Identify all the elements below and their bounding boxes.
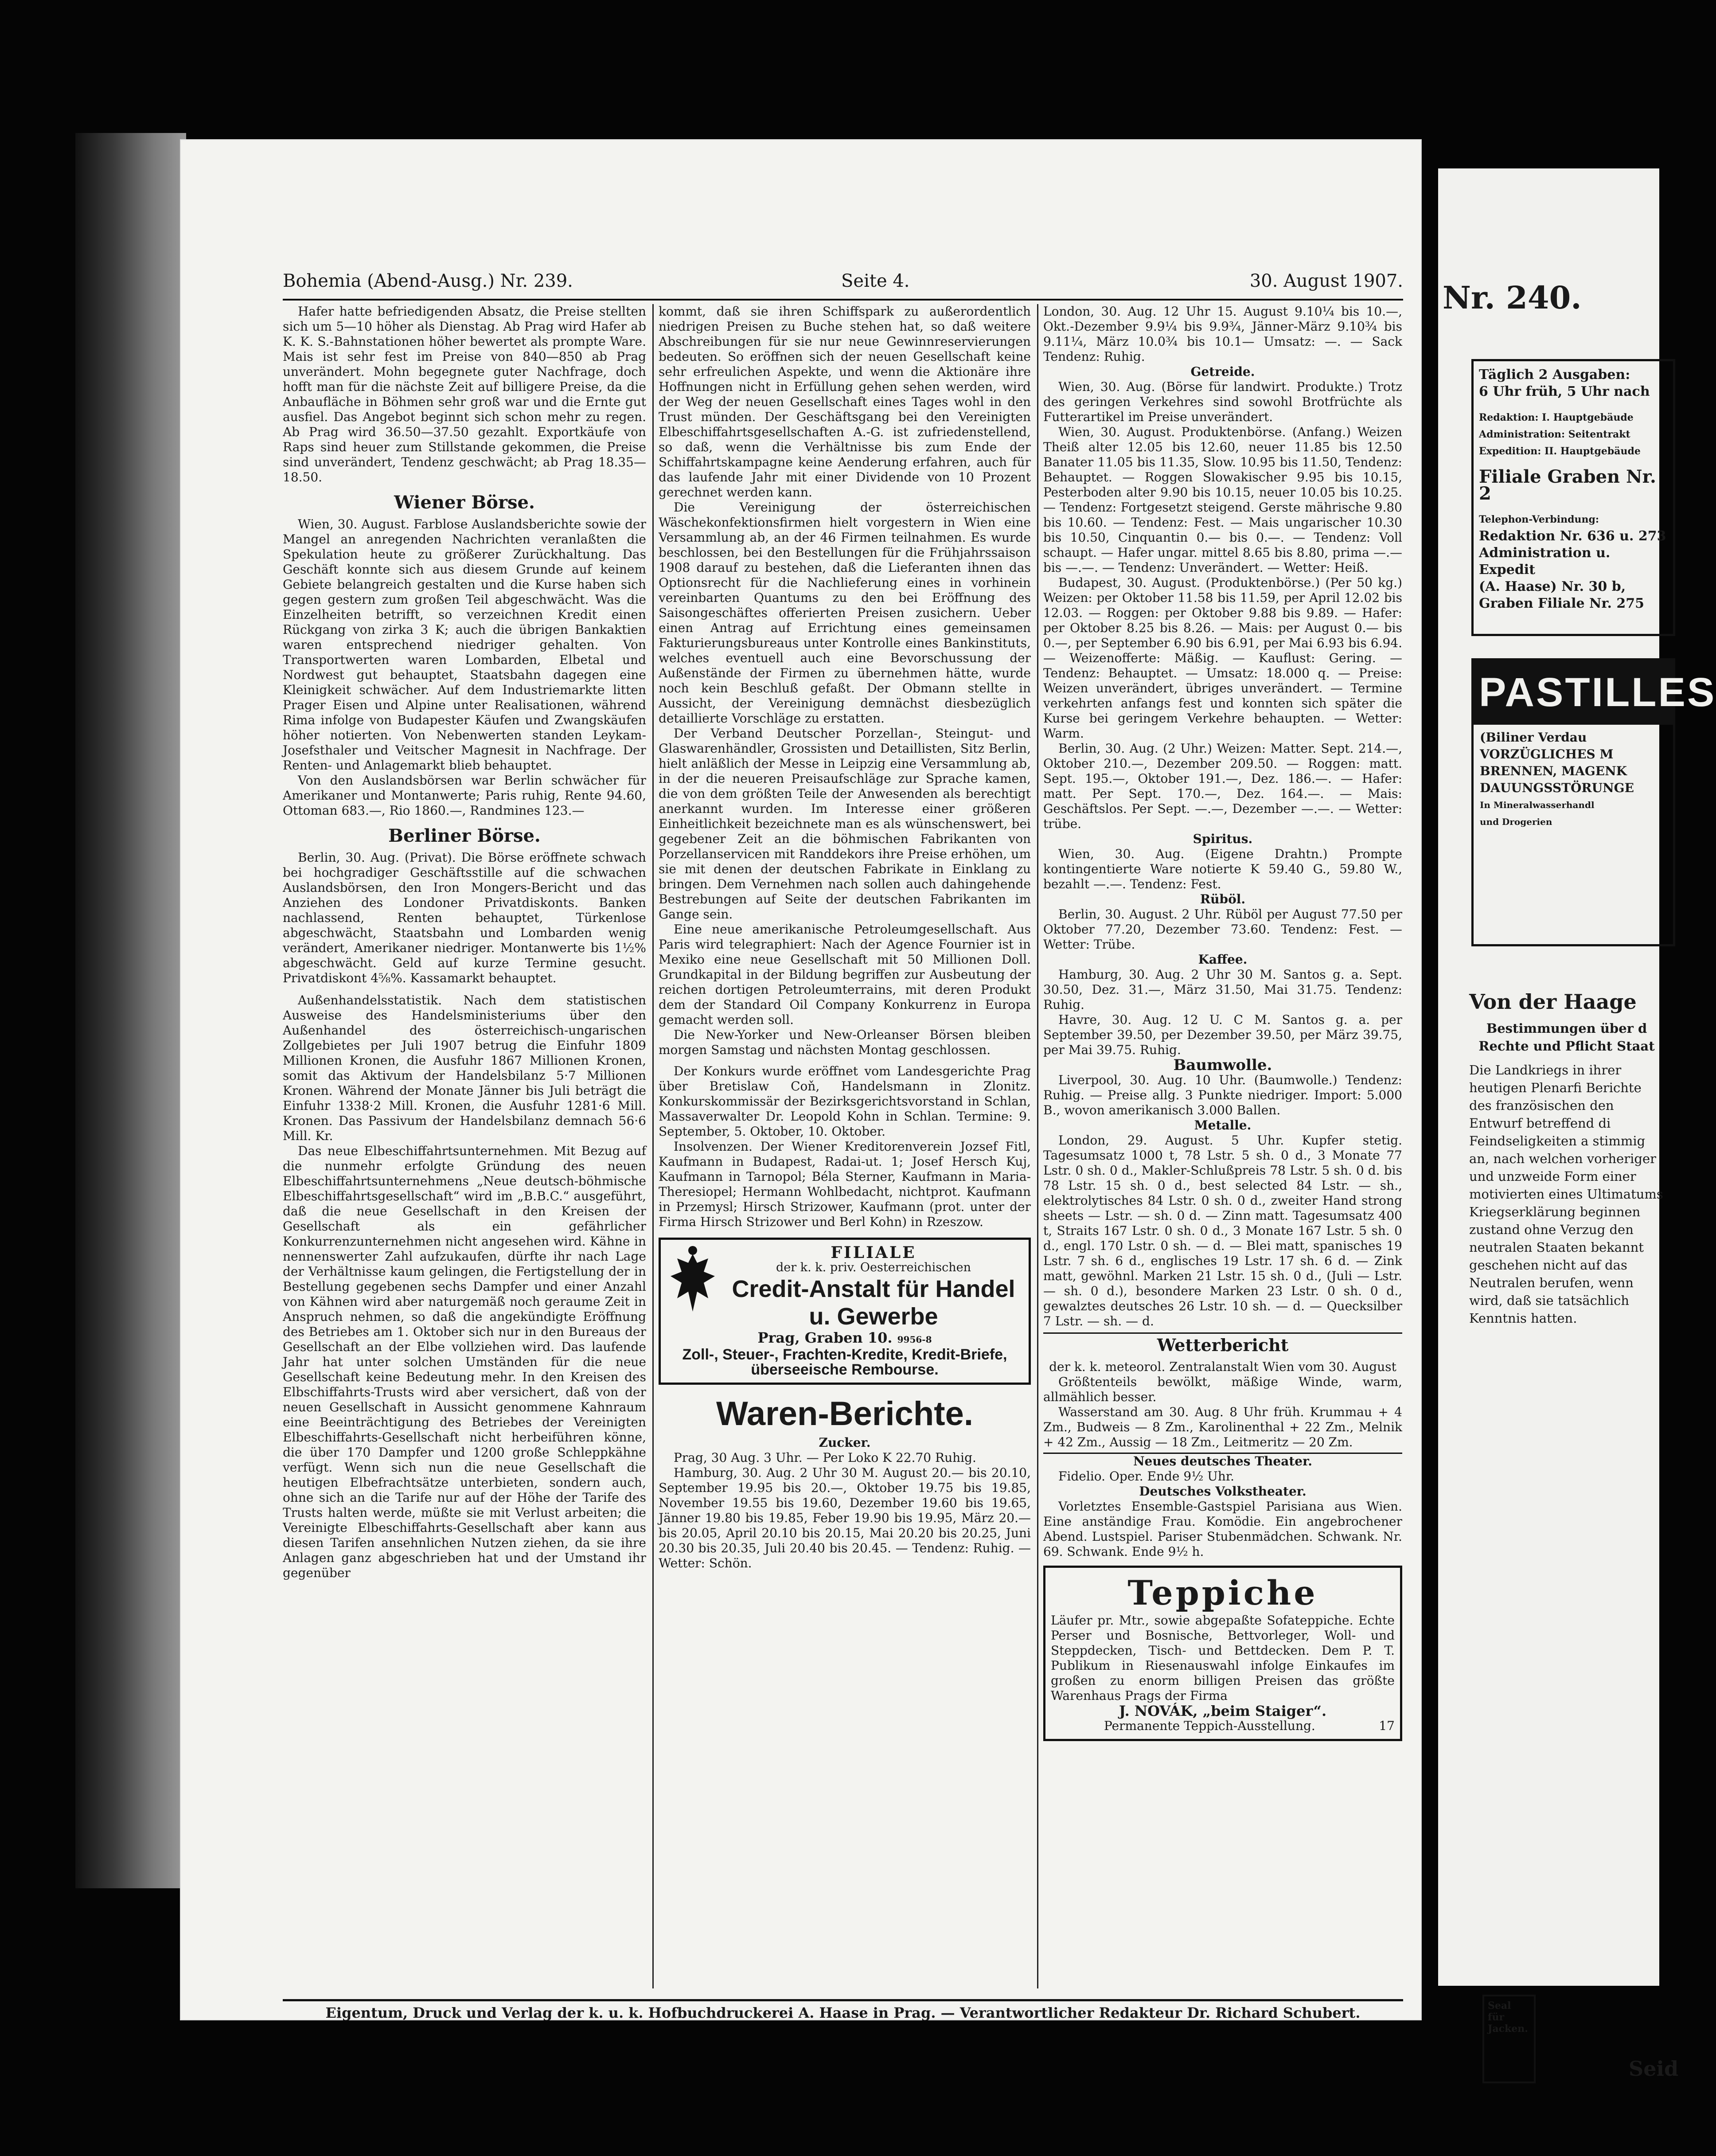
- teppiche-firm: J. NOVÁK, „beim Staiger“.: [1119, 1703, 1327, 1719]
- haager-text: Die Landkriegs in ihrer heutigen Plenarfi Berichte des französischen den Entwurf betreffend di Feindseligkeiten a stimmig an, nach welchen vorheriger und unzweide Form einer motivierten eines Ultimatums Kriegserklärung beginnen zustand ohne Verzug den neutralen Staaten bekannt geschehen nicht auf das Neutralen berufen, wenn wird, daß sie tatsächlich Kenntnis hatten.: [1469, 1062, 1663, 1326]
- rueboel-berlin: Berlin, 30. August. 2 Uhr. Rüböl per August 77.50 per Oktober 77.20, Dezember 73.60. Tendenz: Fest. — Wetter: Trübe.: [1043, 907, 1402, 952]
- info-line: (A. Haase) Nr. 30 b,: [1479, 579, 1626, 594]
- petroleum-paragraph: Eine neue amerikanische Petroleumgesellschaft. Aus Paris wird telegraphiert: Nach der Agence Fournier ist in Mexiko eine neue Gesellschaft mit 50 Millionen Doll. Grundkapital in der Bildung begriffen zur Ausbeutung der reichen dortigen Petroleumterrains, mit deren Produkt dem der Standard Oil Company Konkurrenz in Europa gemacht werden soll.: [659, 922, 1031, 1027]
- kaffee-havre: Havre, 30. Aug. 12 U. C M. Santos g. a. per September 39.50, per Dezember 39.50, per März 39.75, per Mai 39.75. Ruhig.: [1043, 1012, 1402, 1057]
- theater-text-1: Fidelio. Oper. Ende 9½ Uhr.: [1058, 1469, 1235, 1484]
- teppiche-perm: Permanente Teppich-Ausstellung.: [1104, 1719, 1315, 1733]
- info-line: Telephon-Verbindung:: [1479, 514, 1599, 525]
- next-issue-number: Nr. 240.: [1443, 279, 1582, 316]
- metalle-heading: Metalle.: [1194, 1118, 1252, 1133]
- spiritus-wien: Wien, 30. Aug. (Eigene Drahtn.) Prompte kontingentierte Ware notierte K 59.40 G., 59.80 W., bezahlt —.—. Tendenz: Fest.: [1043, 847, 1402, 891]
- column-3: [1043, 304, 1402, 1993]
- eagle-crest-icon: [666, 1245, 719, 1320]
- rueboel-heading: Rüböl.: [1200, 892, 1246, 906]
- info-line: Redaktion: I. Hauptgebäude: [1479, 412, 1634, 423]
- book-spine: [75, 133, 186, 1888]
- porzellan-paragraph: Der Verband Deutscher Porzellan-, Steingut- und Glaswarenhändler, Grossisten und Detaillisten, Sitz Berlin, hielt anläßlich der Messe in Leipzig eine Versammlung ab, in der die neueren Preisaufschläge zur Sprache kamen, die von dem größten Teile der Anwesenden als berechtigt anerkannt wurden. Im Interesse einer größeren Einheitlichkeit bezeichnete man es als wünschenswert, bei gegebener Zeit an die böhmischen Fabrikanten von Porzellanservicen mit Randdekors ihre Preise erhöhen, um sie mit denen der deutschen Fabrikate in Einklang zu bringen. Dem Vernehmen nach sollen auch dahingehende Bestrebungen auf Seite der deutschen Fabrikanten im Gange sein.: [659, 726, 1031, 922]
- info-line: Täglich 2 Ausgaben:: [1479, 367, 1630, 383]
- pastilles-line: VORZÜGLICHES M: [1480, 747, 1614, 762]
- teppiche-ad: [1043, 1566, 1402, 1741]
- info-line: Filiale Graben Nr. 2: [1479, 466, 1656, 504]
- ad-address: Prag, Graben 10. 9956-8: [757, 1329, 932, 1346]
- header-left: Bohemia (Abend-Ausg.) Nr. 239.: [283, 271, 573, 291]
- ad-filiale: FILIALE: [831, 1243, 916, 1262]
- hafer-paragraph: Hafer hatte befriedigenden Absatz, die Preise stellten sich um 5—10 höher als Dienstag. Ab Prag wird Hafer ab K. K. S.-Bahnstationen höher bewertet als prompte Ware. Mais ist sehr fest im Preise von 840—850 ab Prag unverändert. Mohn begegnete guter Nachfrage, doch hofft man für die nächste Zeit auf billigere Preise, da die Anbaufläche in Böhmen sehr groß war und die Ernte gut ausfiel. Das Angebot beginnt sich schon mehr zu regen. Ab Prag wird 36.50—37.50 gezahlt. Exportkäufe von Raps sind heuer zum Stillstande gekommen, die Preise sind unverändert, Tendenz geschwächt; ab Prag 18.35—18.50.: [283, 304, 646, 484]
- teppiche-num: 17: [1379, 1719, 1395, 1733]
- berliner-boerse-heading: Berliner Börse.: [388, 825, 541, 846]
- getreide-heading: Getreide.: [1190, 364, 1255, 379]
- info-line: Expedition: II. Hauptgebäude: [1479, 445, 1641, 457]
- teppiche-text: Läufer pr. Mtr., sowie abgepaßte Sofateppiche. Echte Perser und Bosnische, Bettvorleger, Woll- und Steppdecken, Tisch- und Bettdecken. Dem P. T. Publikum in Riesenauswahl infolge Einkaufes im großen zu enorm billigen Preisen das größte Warenhaus Prags der Firma: [1051, 1613, 1395, 1703]
- getreide-wien-2: Wien, 30. August. Produktenbörse. (Anfang.) Weizen Theiß alter 12.05 bis 12.60, neuer 11.85 bis 12.50 Banater 11.05 bis 11.35, Slow. 10.95 bis 11.50, Tendenz: Behauptet. — Roggen Slowakischer 9.95 bis 10.15, Pesterboden alter 9.90 bis 10.15, neuer 10.05 bis 10.25. — Tendenz: Fortgesetzt steigend. Gerste mährische 9.80 bis 10.60. — Tendenz: Fest. — Mais ungarischer 10.30 bis 10.50, Cinquantin 0.— bis 0.—. — Tendenz: Voll schaupt. — Hafer ungar. mittel 8.65 bis 8.80, prima —.— bis —.—. — Tendenz: Unverändert. — Wetter: Heiß.: [1043, 425, 1402, 575]
- seal-ad: Seal für Jacken.: [1482, 1995, 1536, 2083]
- getreide-budapest: Budapest, 30. August. (Produktenbörse.) (Per 50 kg.) Weizen: per Oktober 11.58 bis 11.59, per April 12.02 bis 12.03. — Roggen: per Oktober 9.88 bis 9.89. — Hafer: per Oktober 8.25 bis 8.26. — Mais: per August 0.— bis 0.—, per September 6.90 bis 6.91, per Mai 6.93 bis 6.94. — Weizenofferte: Mäßig. — Kauflust: Gering. — Tendenz: Behauptet. — Umsatz: 18.000 q. — Preise: Weizen unverändert, übriges unverändert. — Termine verkehrten anfangs fest und konnten sich später die Kurse bei geringem Verkehre behaupten. — Wetter: Warm.: [1043, 575, 1402, 741]
- footer-rule: [283, 1999, 1403, 2001]
- column-2: [659, 304, 1031, 1993]
- ad-credit-anstalt: Credit-Anstalt für Handel u. Gewerbe: [732, 1276, 1015, 1330]
- pastilles-line: (Biliner Verdau: [1480, 730, 1587, 745]
- imprint-footer: Eigentum, Druck und Verlag der k. u. k. Hofbuchdruckerei A. Haase in Prag. — Verantwortlicher Redakteur Dr. Richard Schubert.: [325, 2004, 1361, 2021]
- theater-heading-2: Deutsches Volkstheater.: [1139, 1484, 1306, 1499]
- pastilles-title: PASTILLES: [1474, 660, 1673, 725]
- wiener-boerse-heading: Wiener Börse.: [394, 492, 535, 513]
- wiener-paragraph: Wien, 30. August. Farblose Auslandsberichte sowie der Mangel an anregenden Nachrichten veranlaßten die Spekulation heute zu größerer Zurückhaltung. Das Geschäft konnte sich aus diesem Grunde auf keinem Gebiete belangreich gestalten und die Kurse haben sich gegen gestern zum großen Teil abgeschwächt. Was die Einzelheiten betrifft, so verzeichnen Kredit einen Rückgang von zirka 3 K; auch die übrigen Bankaktien waren entsprechend niedriger gehalten. Von Transportwerten waren Lombarden, Elbetal und Nordwest gut behauptet, Staatsbahn dagegen eine Kleinigkeit schwächer. Auf dem Industriemarkte litten Prager Eisen und Alpine unter Realisationen, während Rima infolge von Budapester Käufen und Zwangskäufen höher notierten. Von Nebenwerten standen Leykam-Josefsthaler und Veitscher Magnesit in Nachfrage. Der Renten- und Anlagemarkt blieb behauptet.: [283, 517, 646, 773]
- pastilles-line: In Mineralwasserhandl: [1480, 800, 1595, 810]
- getreide-wien: Wien, 30. Aug. (Börse für landwirt. Produkte.) Trotz des geringen Verkehres sind sowohl Brotfrüchte als Futterartikel im Preise unverändert.: [1043, 379, 1402, 424]
- haager-article: [1469, 990, 1664, 1327]
- seide-fragment: Seid: [1629, 2057, 1679, 2081]
- zucker-heading: Zucker.: [819, 1435, 871, 1450]
- kaffee-heading: Kaffee.: [1198, 952, 1248, 967]
- baumwolle-heading: Baumwolle.: [1173, 1056, 1272, 1074]
- newspaper-page: [181, 140, 1421, 2019]
- info-line: Graben Filiale Nr. 275: [1479, 596, 1645, 611]
- waren-berichte-heading: Waren-Berichte.: [716, 1395, 973, 1433]
- berliner-paragraph: Berlin, 30. Aug. (Privat). Die Börse eröffnete schwach bei hochgradiger Geschäftsstille auf die schwachen Auslandsbörsen, den Iron Mongers-Bericht und das Anziehen des Londoner Privatdiskonts. Banken nachlassend, Renten behauptet, Türkenlose abgeschwächt, Staatsbahn und Lombarden wenig verändert, Amerikaner niedriger. Montanwerte bis 1½% abgeschwächt. Geld auf kurze Termine gesucht. Privatdiskont 4⅝%. Kassamarkt behauptet.: [283, 850, 646, 985]
- kaffee-hamburg: Hamburg, 30. Aug. 2 Uhr 30 M. Santos g. a. Sept. 30.50, Dez. 31.—, März 31.50, Mai 31.75. Tendenz: Ruhig.: [1043, 967, 1402, 1012]
- zucker-prag: Prag, 30 Aug. 3 Uhr. — Per Loko K 22.70 Ruhig.: [674, 1450, 976, 1465]
- haager-heading: Von der Haage: [1469, 990, 1637, 1014]
- header-rule: [283, 299, 1403, 301]
- wasserstand-text: Wasserstand am 30. Aug. 8 Uhr früh. Krummau + 4 Zm., Budweis — 8 Zm., Karolinenthal + 22 Zm., Melnik + 42 Zm., Aussig — 18 Zm., Leitmeritz — 20 Zm.: [1043, 1405, 1402, 1449]
- konkurs-paragraph: Der Konkurs wurde eröffnet vom Landesgerichte Prag über Bretislaw Coň, Handelsmann in Zlonitz. Konkurskommissär der Bezirksgerichtsvorstand in Schlan, Massaverwalter Dr. Leopold Kohn in Schlan. Termine: 9. September, 5. Oktober, 10. Oktober.: [659, 1064, 1031, 1139]
- elbe-continued: kommt, daß sie ihren Schiffspark zu außerordentlich niedrigen Preisen zu Buche stehen hat, so daß weitere Abschreibungen für sie nur neue Gewinnreservierungen bedeuten. So eröffnen sich der neuen Gesellschaft keine sehr erfreulichen Aspekte, und wenn die Aktionäre ihre Hoffnungen nicht in Erfüllung gehen sehen werden, wird der Weg der neuen Gesellschaft eines Tages wohl in den Trust münden. Der Geschäftsgang bei den Vereinigten Elbeschiffahrtsgesellschaften A.-G. ist zufriedenstellend, so daß, wenn die Verhältnisse bis zum Ende der Schiffahrtskampagne keine Aenderung erfahren, auch für das laufende Jahr mit einer Dividende von 10 Prozent gerechnet werden kann.: [659, 304, 1031, 500]
- pastilles-line: BRENNEN, MAGENK: [1480, 764, 1627, 778]
- pastilles-ad: [1471, 658, 1716, 946]
- wetterbericht-heading: Wetterbericht: [1043, 1332, 1402, 1357]
- wetter-text: Größtenteils bewölkt, mäßige Winde, warm, allmählich besser.: [1043, 1375, 1402, 1404]
- zucker-london: London, 30. Aug. 12 Uhr 15. August 9.10¼ bis 10.—, Okt.-Dezember 9.9¼ bis 9.9¾, Jänner-März 9.10¾ bis 9.11¼, März 10.0¾ bis 10.1— Umsatz: —. — Sack Tendenz: Ruhig.: [1043, 304, 1402, 364]
- haager-subheading: Bestimmungen über d Rechte und Pflicht Staat: [1478, 1021, 1655, 1054]
- zucker-hamburg: Hamburg, 30. Aug. 2 Uhr 30 M. August 20.— bis 20.10, September 19.95 bis 20.—, Oktober 19.75 bis 19.85, November 19.55 bis 19.60, Dezember 19.60 bis 19.65, Jänner 19.80 bis 19.85, Feber 19.90 bis 19.95, März 20.— bis 20.05, April 20.10 bis 20.15, Mai 20.20 bis 20.25, Juni 20.30 bis 20.35, Juli 20.40 bis 20.45. — Tendenz: Ruhig. — Wetter: Schön.: [659, 1465, 1031, 1570]
- wetterbericht-sub: der k. k. meteorol. Zentralanstalt Wien vom 30. August: [1049, 1359, 1396, 1374]
- pastilles-line: und Drogerien: [1480, 816, 1552, 827]
- info-line: Administration: Seitentrakt: [1479, 429, 1630, 440]
- insolvenzen-paragraph: Insolvenzen. Der Wiener Kreditorenverein Jozsef Fitl, Kaufmann in Budapest, Radai-ut. 1; Josef Hersch Kuj, Kaufmann in Tarnopol; Béla Sterner, Kaufmann in Maria-Theresiopel; Hermann Wohlbedacht, nichtprot. Kaufmann in Przemysl; Hirsch Strizower, Kaufmann (prot. unter der Firma Hirsch Strizower und Berl Kohn) in Rzeszow.: [659, 1139, 1031, 1229]
- info-line: 6 Uhr früh, 5 Uhr nach: [1479, 384, 1650, 399]
- baumwolle-liverpool: Liverpool, 30. Aug. 10 Uhr. (Baumwolle.) Tendenz: Ruhig. — Preise allg. 3 Punkte niedriger. Import: 5.000 B., wovon amerikanisch 3.000 Ballen.: [1043, 1073, 1402, 1117]
- teppiche-footer: [1051, 1719, 1395, 1734]
- theater-heading-1: Neues deutsches Theater.: [1043, 1453, 1402, 1469]
- theater-text-2: Vorletztes Ensemble-Gastspiel Parisiana aus Wien. Eine anständige Frau. Komödie. Ein angebrochener Abend. Lustspiel. Pariser Stubenmädchen. Schwank. Nr. 69. Schwank. Ende 9½ h.: [1043, 1499, 1402, 1559]
- next-page-fragment: [1438, 168, 1716, 2081]
- info-line: Redaktion Nr. 636 u. 273: [1479, 528, 1666, 544]
- elbe-paragraph: Das neue Elbeschiffahrtsunternehmen. Mit Bezug auf die nunmehr erfolgte Gründung des neuen Elbeschiffahrtsunternehmens „Neue deutsch-böhmische Elbeschiffahrtsgesellschaft“ wird im „B.B.C.“ ausgeführt, daß die neue Gesellschaft in den Kreisen der Gesellschaft als ein gefährlicher Konkurrenzunternehmen nicht angesehen wird. Kähne in nennenswerter Zahl aufzukaufen, dürfte ihr nach Lage der Verhältnisse kaum gelingen, die Fertigstellung der in Bestellung gegebenen sechs Dampfer und einer Anzahl von Kähnen wird aber naturgemäß noch geraume Zeit in Anspruch nehmen, so daß die angekündigte Eröffnung des Betriebes am 1. Oktober sich nur in den Bureaus der Gesellschaft an der Elbe vollziehen wird. Das laufende Jahr hat unter solchen Umständen für die neue Gesellschaft keine Bedeutung mehr. In den Kreisen des Elbschiffahrts-Trusts wird aber versichert, daß von der neuen Gesellschaft in Aussicht genommene Kahnraum eine Beeinträchtigung des Betriebes der Vereinigten Elbeschiffahrts-Gesellschaft nicht herbeiführen könne, die über 170 Dampfer und 1200 große Schleppkähne verfügt. Wenn sich nun die neue Gesellschaft die heutigen Elbefrachtsätze unterbieten, sondern auch, ohne sich an die Tarife nur auf der Höhe der Tarife des Trusts halten werde, müßte sie mit Verlust arbeiten; die Vereinigte Elbeschiffahrts-Gesellschaft aber kann aus diesen Tarifen ansehnlichen Nutzen ziehen, da sie ihre Anlagen ganz abgeschrieben hat und der Umstand ihr gegenüber: [283, 1144, 646, 1580]
- waesche-paragraph: Die Vereinigung der österreichischen Wäschekonfektionsfirmen hielt vorgestern in Wien eine Versammlung ab, an der 46 Firmen teilnahmen. Es wurde beschlossen, bei den Bestellungen für die Frühjahrssaison 1908 darauf zu bestehen, daß die Lieferanten ihnen das Optionsrecht für die Nachlieferung eines in vorhinein vereinbarten Quantums zu den bei Eröffnung des Saisongeschäftes offerierten Preisen zusichern. Ueber einen Antrag auf Errichtung eines gemeinsamen Fakturierungsbureaus unter Kontrolle eines Bankinstituts, welches eventuell auch eine Bevorschussung der Außenstände der Firmen zu übernehmen hätte, wurde noch kein Beschluß gefaßt. Der Obmann stellte in Aussicht, der Vereinigung demnächst diesbezüglich detaillierte Vorschläge zu erstatten.: [659, 500, 1031, 726]
- getreide-berlin: Berlin, 30. Aug. (2 Uhr.) Weizen: Matter. Sept. 214.—, Oktober 210.—, Dezember 209.50. — Roggen: matt. Sept. 195.—, Oktober 191.—, Dez. 186.—. — Hafer: matt. Per Sept. 170.—, Dez. 164.—. — Mais: Geschäftslos. Per Sept. —.—, Dezember —.—. — Wetter: trübe.: [1043, 741, 1402, 831]
- pastilles-line: DAUUNGSSTÖRUNGE: [1480, 781, 1634, 795]
- info-line: Administration u. Expedit: [1479, 545, 1611, 578]
- header-center: Seite 4.: [841, 271, 910, 291]
- ad-line-2: der k. k. priv. Oesterreichischen: [776, 1261, 971, 1274]
- column-divider-1: [652, 304, 654, 1988]
- page-header: [283, 271, 1403, 302]
- spiritus-heading: Spiritus.: [1193, 832, 1253, 846]
- newyork-paragraph: Die New-Yorker und New-Orleanser Börsen bleiben morgen Samstag und nächsten Montag geschlossen.: [659, 1027, 1031, 1057]
- header-right: 30. August 1907.: [1249, 271, 1403, 291]
- wiener-paragraph-2: Von den Auslandsbörsen war Berlin schwächer für Amerikaner und Montanwerte; Paris ruhig, Rente 94.60, Ottoman 683.—, Rio 1860.—, Randmines 123.—: [283, 773, 646, 818]
- teppiche-title: Teppiche: [1127, 1573, 1318, 1613]
- credit-anstalt-ad: [659, 1238, 1031, 1385]
- info-box: [1471, 359, 1675, 636]
- pastilles-lines: [1474, 725, 1673, 835]
- aussenhandel-paragraph: Außenhandelsstatistik. Nach dem statistischen Ausweise des Handelsministeriums über den Außenhandel des österreichisch-ungarischen Zollgebietes per Juli 1907 betrug die Einfuhr 1809 Millionen Kronen, die Ausfuhr 1867 Millionen Kronen, somit das Aktivum der Handelsbilanz 5·7 Millionen Kronen. Während der Monate Jänner bis Juli beträgt die Einfuhr 1338·2 Mill. Kronen, die Ausfuhr 1281·6 Mill. Kronen. Das Passivum der Handelsbilanz demnach 56·6 Mill. Kr.: [283, 993, 646, 1143]
- metalle-london: London, 29. August. 5 Uhr. Kupfer stetig. Tagesumsatz 1000 t, 78 Lstr. 5 sh. 0 d., 3 Monate 77 Lstr. 0 sh. 0 d., Makler-Schlußpreis 78 Lstr. 5 sh. 0 d. bis 78 Lstr. 15 sh. 0 d., best selected 84 Lstr. — sh., elektrolytisches 84 Lstr. 0 sh. 0 d., zweiter Hand strong sheets — Lstr. — sh. 0 d. — Zinn matt. Tagesumsatz 400 t, Straits 167 Lstr. 0 sh. 0 d., 3 Monate 167 Lstr. 5 sh. 0 d., engl. 170 Lstr. 0 sh. — d. — Blei matt, spanisches 19 Lstr. 7 sh. 6 d., englisches 19 Lstr. 17 sh. 6 d. — Zink matt, gewöhnl. Marken 21 Lstr. 15 sh. 0 d., (Juli — Lstr. — sh. 0 d.), besondere Marken 23 Lstr. 0 sh. 0 d., gewalztes deutsches 26 Lstr. 10 sh. — d. — Quecksilber 7 Lstr. — sh. — d.: [1043, 1133, 1402, 1328]
- ad-services: Zoll-, Steuer-, Frachten-Kredite, Kredit-Briefe, überseeische Rembourse.: [682, 1346, 1007, 1378]
- column-1: [283, 304, 646, 1993]
- column-divider-2: [1037, 304, 1038, 1988]
